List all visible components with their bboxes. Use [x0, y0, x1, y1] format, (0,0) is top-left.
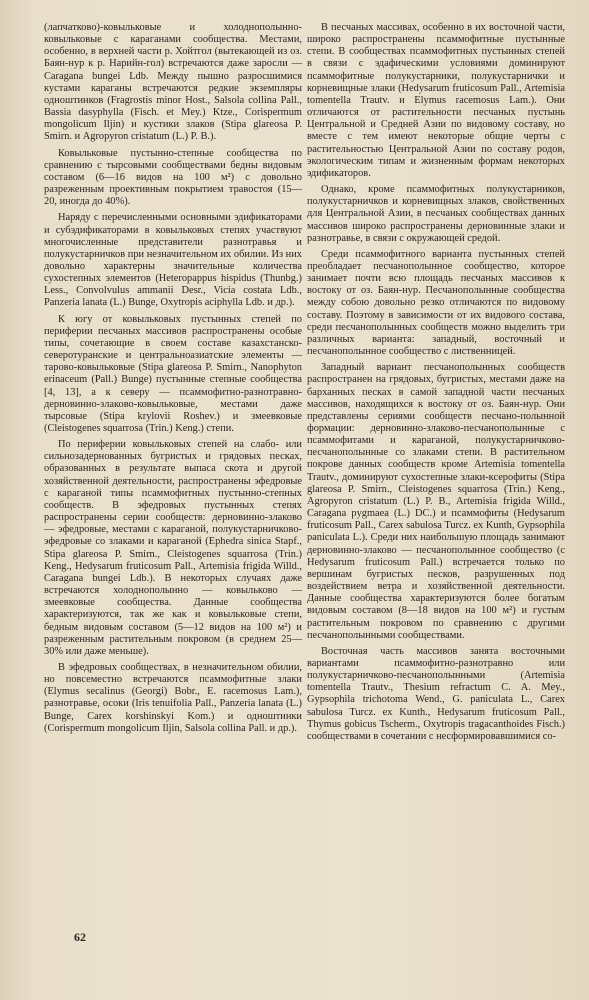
paragraph-right-1: В песчаных массивах, особенно в их восточной части, широко распространены псаммофитные пустынные степи. В сообществах псаммофитных пустынных степей в связи с эдафическими условиями доминируют псаммофитные полукустарники, полукустарнички и корневищные злаки (Hedysarum fruticosum Pall., Artemisia tomentella Trautv. и Elymus racemosus Lam.). Они отличаются от растительности песчаных пустынь Центральной и Средней Азии по видовому составу, но вместе с тем имеют некоторые общие черты с растительностью Центральной Азии по составу родов, экологическим типам и жизненным формам некоторых эдификаторов.	[307, 22, 565, 179]
page-number: 62	[74, 930, 86, 944]
paragraph-right-5: Восточная часть массивов занята восточными вариантами псаммофитно-разнотравно или полукустарничково-песчанополынными (Artemisia tomentella Trautv., Thesium refractum C. A. Mey., Gypsophila trichotoma Wend., G. paniculata L., Carex sabulosa Turcz. ex Kunth., Hedysarum fruticosum Pall., Thymus gobicus Tscherm., Oxytropis tragacanthoides Fisch.) сообществами в сочетании с несформировавшимися со-	[307, 645, 565, 742]
paragraph-left-3: Наряду с перечисленными основными эдификаторами и субэдификаторами в ковыльковых степях участвуют многочисленные представители разнотравья и полукустарничков при незначительном их обилии. Из них довольно характерны значительные количества сухостепных элементов (Heteropappus hispidus (Thunbg.) Less., Convolvulus ammanii Desr., Vicia costata Ldb., Panzeria lanata (L.) Bunge, Oxytropis aciphylla Ldb. и др.).	[44, 212, 302, 309]
paragraph-right-3: Среди псаммофитного варианта пустынных степей преобладает песчанополынное сообщество, которое занимает почти всю площадь песчаных массивов к востоку от оз. Баян-нур. Песчанополынные сообщества между собою довольно резко отличаются по видовому составу. Поэтому в зависимости от их видового состава, среди песчанополынных сообществ можно выделить три различных варианта: западный, восточный и песчанополынное сообщество с лиственницей.	[307, 248, 565, 358]
paragraph-left-5: По периферии ковыльковых степей на слабо- или сильнозадернованных бугристых и грядовых песках, образованных в результате выпаса скота и другой хозяйственной деятельности, распространены эфедровые с караганой типы псаммофитных пустынно-степных сообществ. В эфедровых пустынных степях распространены серии сообществ: дерновинно-злаково — эфедровые, местами с караганой, полукустарничково-эфедровые со злаками и караганой (Ephedra sinica Stapf., Stipa glareosa P. Smirn., Cleistogenes squarrosa (Trin.) Keng., Hedysarum fruticosum Pall., Artemisia frigida Willd., Caragana bungei Ldb.). В некоторых случаях даже встречаются холоднополынно — ковыльково — змеевковые сообщества. Данные сообщества характеризуются, так же как и ковыльковые степи, бедным видовым составом (5—12 видов на 100 м²) и разреженным растительным покровом (в среднем 25—30% или даже меньше).	[44, 439, 302, 657]
paragraph-right-4: Западный вариант песчанополынных сообществ распространен на грядовых, бугристых, местами даже на барханных песках в самой западной части песчаных массивов, находящихся к востоку от оз. Баян-нур. Они представлены сериями сообществ песчано-полынной формации: дерновинно-злаково-песчанополынные с псаммофитами и караганой, полукустарничково-песчанополынные со злаками степи. В растительном покрове данных сообществ кроме Artemisia tomentella Trautv., доминируют сухостепные злаки-ксерофиты (Stipa glareosa P. Smirn., Cleistogenes squarrosa (Trin.) Keng., Agropyron cristatum (L.) P. B., Artemisia frigida Willd., Caragana pygmaea (L.) DC.) и псаммофиты (Hedysarum fruticosum Pall., Carex sabulosa Turcz. ex Kunth, Gypsophila paniculata L.). Среди них наибольшую площадь занимают дерновинно-злаково — песчанополынное сообщество (с Hedysarum fruticosum Pall.) встречается только по вершинам бугристых песков, разрушенных под воздействием ветра и хозяйственной деятельности. Данные сообщества характеризуются более богатым видовым составом (8—18 видов на 100 м²) и густым растительным покровом по сравнению с другими песчанополынными сообществами.	[307, 362, 565, 641]
paragraph-left-1: (лапчатково)-ковыльковые и холоднополынно-ковыльковые с караганами сообщества. Местами, особенно, в верхней части р. Хойтгол (вытекающей из оз. Баян-нур к р. Нарийн-гол) встречаются даже заросли — Caragana bungei Ldb. Между пышно разросшимися кустами караганы встречаются редкие экземпляры одноштинков (Fragrostis minor Host., Salsola collina Pall., Bassia dasyphylla (Fisch. et Mey.) Ktze., Corispermum mongolicum Iljin) и кустики злаков (Stipa glareosa P. Smirn. и Agropyron cristatum (L.) P. B.).	[44, 22, 302, 143]
paragraph-left-4: К югу от ковыльковых пустынных степей по периферии песчаных массивов распространены особые типы, сочетающие в своем составе казахстанско-северотуранские и центральноазиатские элементы — тарово-ковыльковые (Stipa glareosa P. Smirn., Nanophyton erinaceum (Pall.) Bunge) пустынные степные сообщества [4, 13], а к северу — псаммофитно-разнотравно-дерновинно-злаково-ковыльковые, местами даже тырсовые (Stipa krylovii Roshev.) и змеевковые (Cleistogenes squarrosa (Trin.) Keng.) степи.	[44, 313, 302, 434]
left-text-column	[44, 22, 302, 739]
paragraph-right-2: Однако, кроме псаммофитных полукустарников, полукустарничков и корневищных злаков, свойственных для Центральной Азии, в песчаных сообществах данных массивов широко распространены дерновинные злаки и разнотравье, в связи с окружающей средой.	[307, 184, 565, 244]
paragraph-left-6: В эфедровых сообществах, в незначительном обилии, но повсеместно встречаются псаммофитные злаки (Elymus secalinus (Georgi) Bobr., E. racemosus Lam.), разнотравье, осоки (Iris tenuifolia Pall., Panzeria lanata (L.) Bunge, Carex korshinskyi Kom.) и одноштинки (Corispermum mongolicum Iljin, Salsola collina Pall. и др.).	[44, 661, 302, 734]
right-text-column	[307, 22, 565, 747]
paragraph-left-2: Ковыльковые пустынно-степные сообщества по сравнению с тырсовыми сообществами бедны видовым составом (6—16 видов на 100 м²) с довольно разреженным проективным покрытием травостоя (15—20, иногда до 40%).	[44, 147, 302, 208]
